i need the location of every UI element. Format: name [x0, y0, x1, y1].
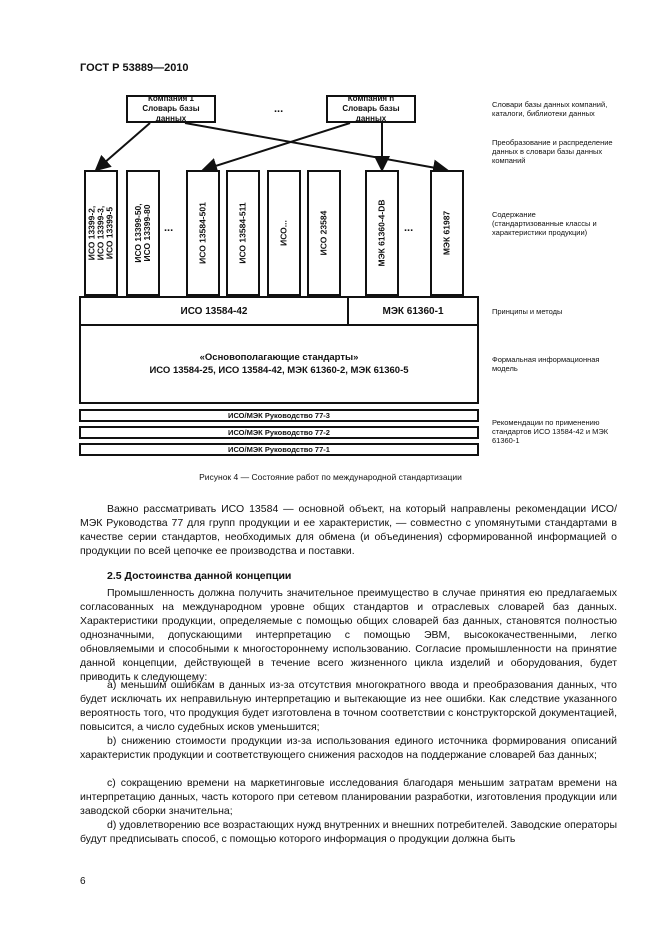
label-model: Формальная информационная модель — [492, 355, 600, 373]
standard-column — [126, 170, 160, 296]
company-1-box — [126, 95, 216, 123]
list-item-c: c) сокращению времени на маркетинговые исследования благодаря меньшим затратам времени на интерпретацию данных, часть которого при сетевом планировании разработки, изготовления продукции или заводской сборки значительна; — [80, 777, 617, 817]
standard-column — [186, 170, 220, 296]
list-item-d: d) удовлетворению все возрастающих нужд внутренних и внешних потребителей. Заводские операторы будут предписывать способ, с помощью которого информация о продукции должна быть — [80, 819, 617, 845]
standard-column-label: ИСО 13399-2, ИСО 13399-3, ИСО 13399-5 — [86, 205, 115, 261]
standard-column-label: ИСО 23584 — [318, 210, 329, 256]
guide-77-2: ИСО/МЭК Руководство 77-2 — [79, 426, 479, 439]
foundation-title: «Основополагающие стандарты» — [199, 352, 359, 363]
label-transform: Преобразование и распределение данных в словари базы данных компаний — [492, 138, 613, 165]
standard-column-label: ИСО 13584-511 — [237, 202, 248, 264]
label-dictionaries: Словари базы данных компаний, каталоги, библиотеки данных — [492, 100, 608, 118]
standard-column-label: ИСО 13584-501 — [197, 202, 208, 264]
standard-column — [84, 170, 118, 296]
standard-column — [365, 170, 399, 296]
standard-column-label: МЭК 61987 — [441, 210, 452, 256]
company-n-name: Компания n — [347, 94, 395, 103]
label-principles: Принципы и методы — [492, 307, 563, 316]
company-1-dictionary: Словарь базы данных — [142, 104, 200, 123]
standard-column-label: ИСО... — [278, 220, 289, 246]
columns-ellipsis: ... — [404, 222, 414, 234]
figure-caption: Рисунок 4 — Состояние работ по международной стандартизации — [199, 472, 462, 482]
label-recommendations: Рекомендации по применению стандартов ИСО 13584-42 и МЭК 61360-1 — [492, 418, 609, 445]
paragraph-advantages: Промышленность должна получить значительное преимущество в случае принятия ею предлагаемых согласованных на международном уровне общих стандартов и отраслевых словарей баз данных. Характеристики продукции, определяемые с помощью общих словарей баз данных, становятся полностью однозначными, допускающими интерпретацию с помощью ЭВМ, высококачественными, легко обновляемыми и способными к многостороннему использованию. Согласие промышленности на принятие данной концепции, действующей в течение всего жизненного цикла изделий и оборудования, будет приводить к следующему: — [80, 587, 617, 683]
standard-column — [267, 170, 301, 296]
guide-77-1: ИСО/МЭК Руководство 77-1 — [79, 443, 479, 456]
standard-column — [430, 170, 464, 296]
list-item-a: а) меньшим ошибкам в данных из-за отсутствия многократного ввода и преобразования данных, что будет исключать их неправильную интерпретацию и вытекающие из нее ошибки. Как следствие указанного вероятность того, что продукция будет изготовлена в точном соответствии с конструкторской документацией, повысится, а число судебных исков уменьшится; — [80, 679, 617, 733]
foundation-list: ИСО 13584-25, ИСО 13584-42, МЭК 61360-2, МЭК 61360-5 — [149, 365, 409, 376]
list-item-b: b) снижению стоимости продукции из-за использования единого источника формирования описаний характеристик продукции и соответствующего снижения расходов на поддержание словарей баз данных; — [80, 735, 617, 761]
standard-column-label: МЭК 61360-4-DB — [376, 199, 387, 267]
guide-77-3: ИСО/МЭК Руководство 77-3 — [79, 409, 479, 422]
company-1-name: Компания 1 — [148, 94, 194, 103]
section-heading: 2.5 Достоинства данной концепции — [107, 570, 292, 582]
base-iso-13584-42: ИСО 13584-42 — [79, 296, 349, 326]
foundation-standards-box — [79, 324, 479, 404]
label-content: Содержание (стандартизованные классы и характеристики продукции) — [492, 210, 597, 237]
base-iec-61360-1: МЭК 61360-1 — [347, 296, 479, 326]
standard-column — [307, 170, 341, 296]
companies-ellipsis: ... — [274, 103, 284, 115]
arrow-company1-left — [96, 123, 150, 170]
columns-ellipsis: ... — [164, 222, 174, 234]
standard-column-label: ИСО 13399-50, ИСО 13399-80 — [133, 203, 152, 263]
standard-column — [226, 170, 260, 296]
document-header: ГОСТ Р 53889—2010 — [80, 62, 189, 74]
company-n-box — [326, 95, 416, 123]
company-n-dictionary: Словарь базы данных — [342, 104, 400, 123]
paragraph-intro: Важно рассматривать ИСО 13584 — основной объект, на который направлены рекомендации ИСО/МЭК Руководства 77 для групп продукции и ее характеристик, — совместно с упомянутыми стандартами в качестве серии стандартов, необходимых для обмена (и объединения) сформированной информацией о продукции по всей цепочке ее производства и поставки. — [80, 503, 617, 557]
page-number: 6 — [80, 876, 86, 887]
